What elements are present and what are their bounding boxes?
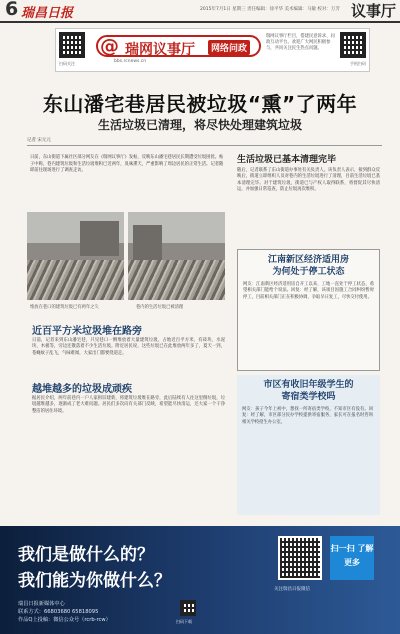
paper-name: 瑞昌日报	[21, 6, 74, 21]
photo-construction-waste	[27, 212, 124, 300]
masthead-divider	[0, 21, 400, 23]
banner-url[interactable]: bbs.rcnews.cn	[114, 59, 147, 64]
article-headline: 东山潘宅巷居民被垃圾“熏”了两年	[42, 92, 358, 116]
right-qr-caption: 手机扫码	[350, 61, 366, 66]
photo-caption-left: 堆放在巷口的建筑垃圾已有两年之久	[30, 305, 99, 310]
qr-code-icon[interactable]	[180, 600, 196, 616]
qa-box-1-title-line2: 为何处于停工状态	[272, 267, 345, 277]
photo-caption-right: 巷内的生活垃圾已被清理	[136, 305, 184, 310]
banner-ad[interactable]	[55, 28, 370, 72]
qa-box-2-body: 网友：孩子今年上初中，想找一所寄宿类学校，不知市区有没有。回复：经了解，市区部分民办学校提供寄宿服务，家长可在报名时咨询相关学校招生办公室。	[242, 407, 373, 425]
qr-code-icon[interactable]	[340, 32, 366, 58]
ad-contact-phone: 联系方式：66803680 65818095	[18, 609, 99, 615]
dateline: 2015年7月1日 星期三 责任编辑：徐平华 美术编辑：马敏 校对：万芳	[200, 7, 340, 12]
ad-headline-1: 我们是做什么的？	[18, 545, 154, 565]
bottom-advertisement[interactable]	[0, 526, 400, 634]
brand-logo	[96, 35, 261, 57]
ad-contact-org: 瑞昌日报新媒体中心	[18, 601, 65, 607]
right-column-body: 随后，记者联系了东山街道办事处有关负责人。该负责人表示，接到群众反映后，街道立即组织人员对巷内的生活垃圾进行了清理，目前生活垃圾已基本清理完毕。对于建筑垃圾，街道已与产权人取得联系，将督促其尽快清运，并加强日常巡查，防止垃圾再次堆积。	[237, 168, 380, 193]
masthead	[0, 0, 400, 22]
qa-box-1-title-line1: 江南新区经济适用房	[267, 255, 349, 265]
section-heading-2: 越堆越多的垃圾成顽疾	[32, 384, 132, 395]
article-lead: 日前，东山街道下属社区部分网友在《瑞网议事厅》发帖，反映东山潘宅巷居民长期遭受垃圾困扰。帖子中称，巷内建筑垃圾和生活垃圾堆积已近两年，臭味熏天，严重影响了周边居民的正常生活。记者随即前往现场进行了调查走访。	[30, 155, 224, 173]
ad-contact	[18, 600, 111, 624]
photo-cleaned-alley	[128, 212, 225, 300]
section-title: 议事厅	[350, 2, 396, 20]
section-body-1: 日前，记者来到东山潘宅巷，只见巷口一侧堆放着大量建筑垃圾，占地近百平方米，有砖块、水泥块、木板等，旁边还散落着不少生活垃圾。附近居民说，这些垃圾已在此堆放两年多了，夏天一到，苍蝇蚊子乱飞，气味难闻，大家出门都要绕道走。	[32, 338, 225, 356]
qa-box-1-body: 网友：江南新区经济适用房自开工以来，工地一直处于停工状态，希望相关部门能给个说法。回复：经了解，该项目因施工合同纠纷暂时停工，目前相关部门正在积极协调，争取早日复工，尽快交付使用。	[243, 282, 374, 300]
article-byline: 记者 宋元元	[27, 138, 51, 143]
banner-note: 瑞网议事厅栏目，搭建民意诉求、问政互动平台。欢迎广大网民积极参与，共同关注民生热点问题。	[266, 34, 335, 51]
scan-badge[interactable]: 扫一扫 了解更多	[330, 536, 374, 580]
section-body-2: 据居民介绍，两年前巷内一户人家拆旧建新，将建筑垃圾堆在路旁，此后陆续有人往这里倒垃圾，垃圾越堆越多，逐渐成了老大难问题。居民们多次向有关部门反映，希望能尽快清运，还大家一个干净整洁的居住环境。	[32, 396, 225, 414]
ad-contact-wechat: 作品Q上投稿：微信公众号（rcrb-rcw）	[18, 617, 111, 623]
ad-qr-caption: 关注瑞昌日报微信	[274, 587, 310, 592]
qa-box-2	[237, 375, 380, 515]
qa-box-2-title-line2: 寄宿类学校吗	[281, 392, 336, 402]
qr-code-icon[interactable]	[59, 32, 85, 58]
qa-box-1	[237, 249, 380, 371]
qr-code-icon[interactable]	[278, 536, 322, 580]
section-heading-1: 近百平方米垃圾堆在路旁	[32, 326, 142, 337]
ad-qr2-caption: 扫码下载	[176, 619, 192, 624]
brand-tag: 网络问政	[208, 40, 250, 55]
ad-headline-2: 我们能为你做什么？	[18, 571, 171, 591]
left-qr-caption: 扫码关注	[59, 61, 75, 66]
divider	[27, 145, 382, 146]
article-subhead: 生活垃圾已清理，将尽快处理建筑垃圾	[97, 118, 302, 132]
right-column-heading: 生活垃圾已基本清理完毕	[237, 155, 337, 165]
brand-name: 瑞网议事厅	[125, 42, 195, 58]
qa-box-2-title-line1: 市区有收旧年级学生的	[263, 380, 354, 390]
page-number: 6	[5, 0, 19, 20]
at-sign-icon: @	[100, 35, 119, 57]
